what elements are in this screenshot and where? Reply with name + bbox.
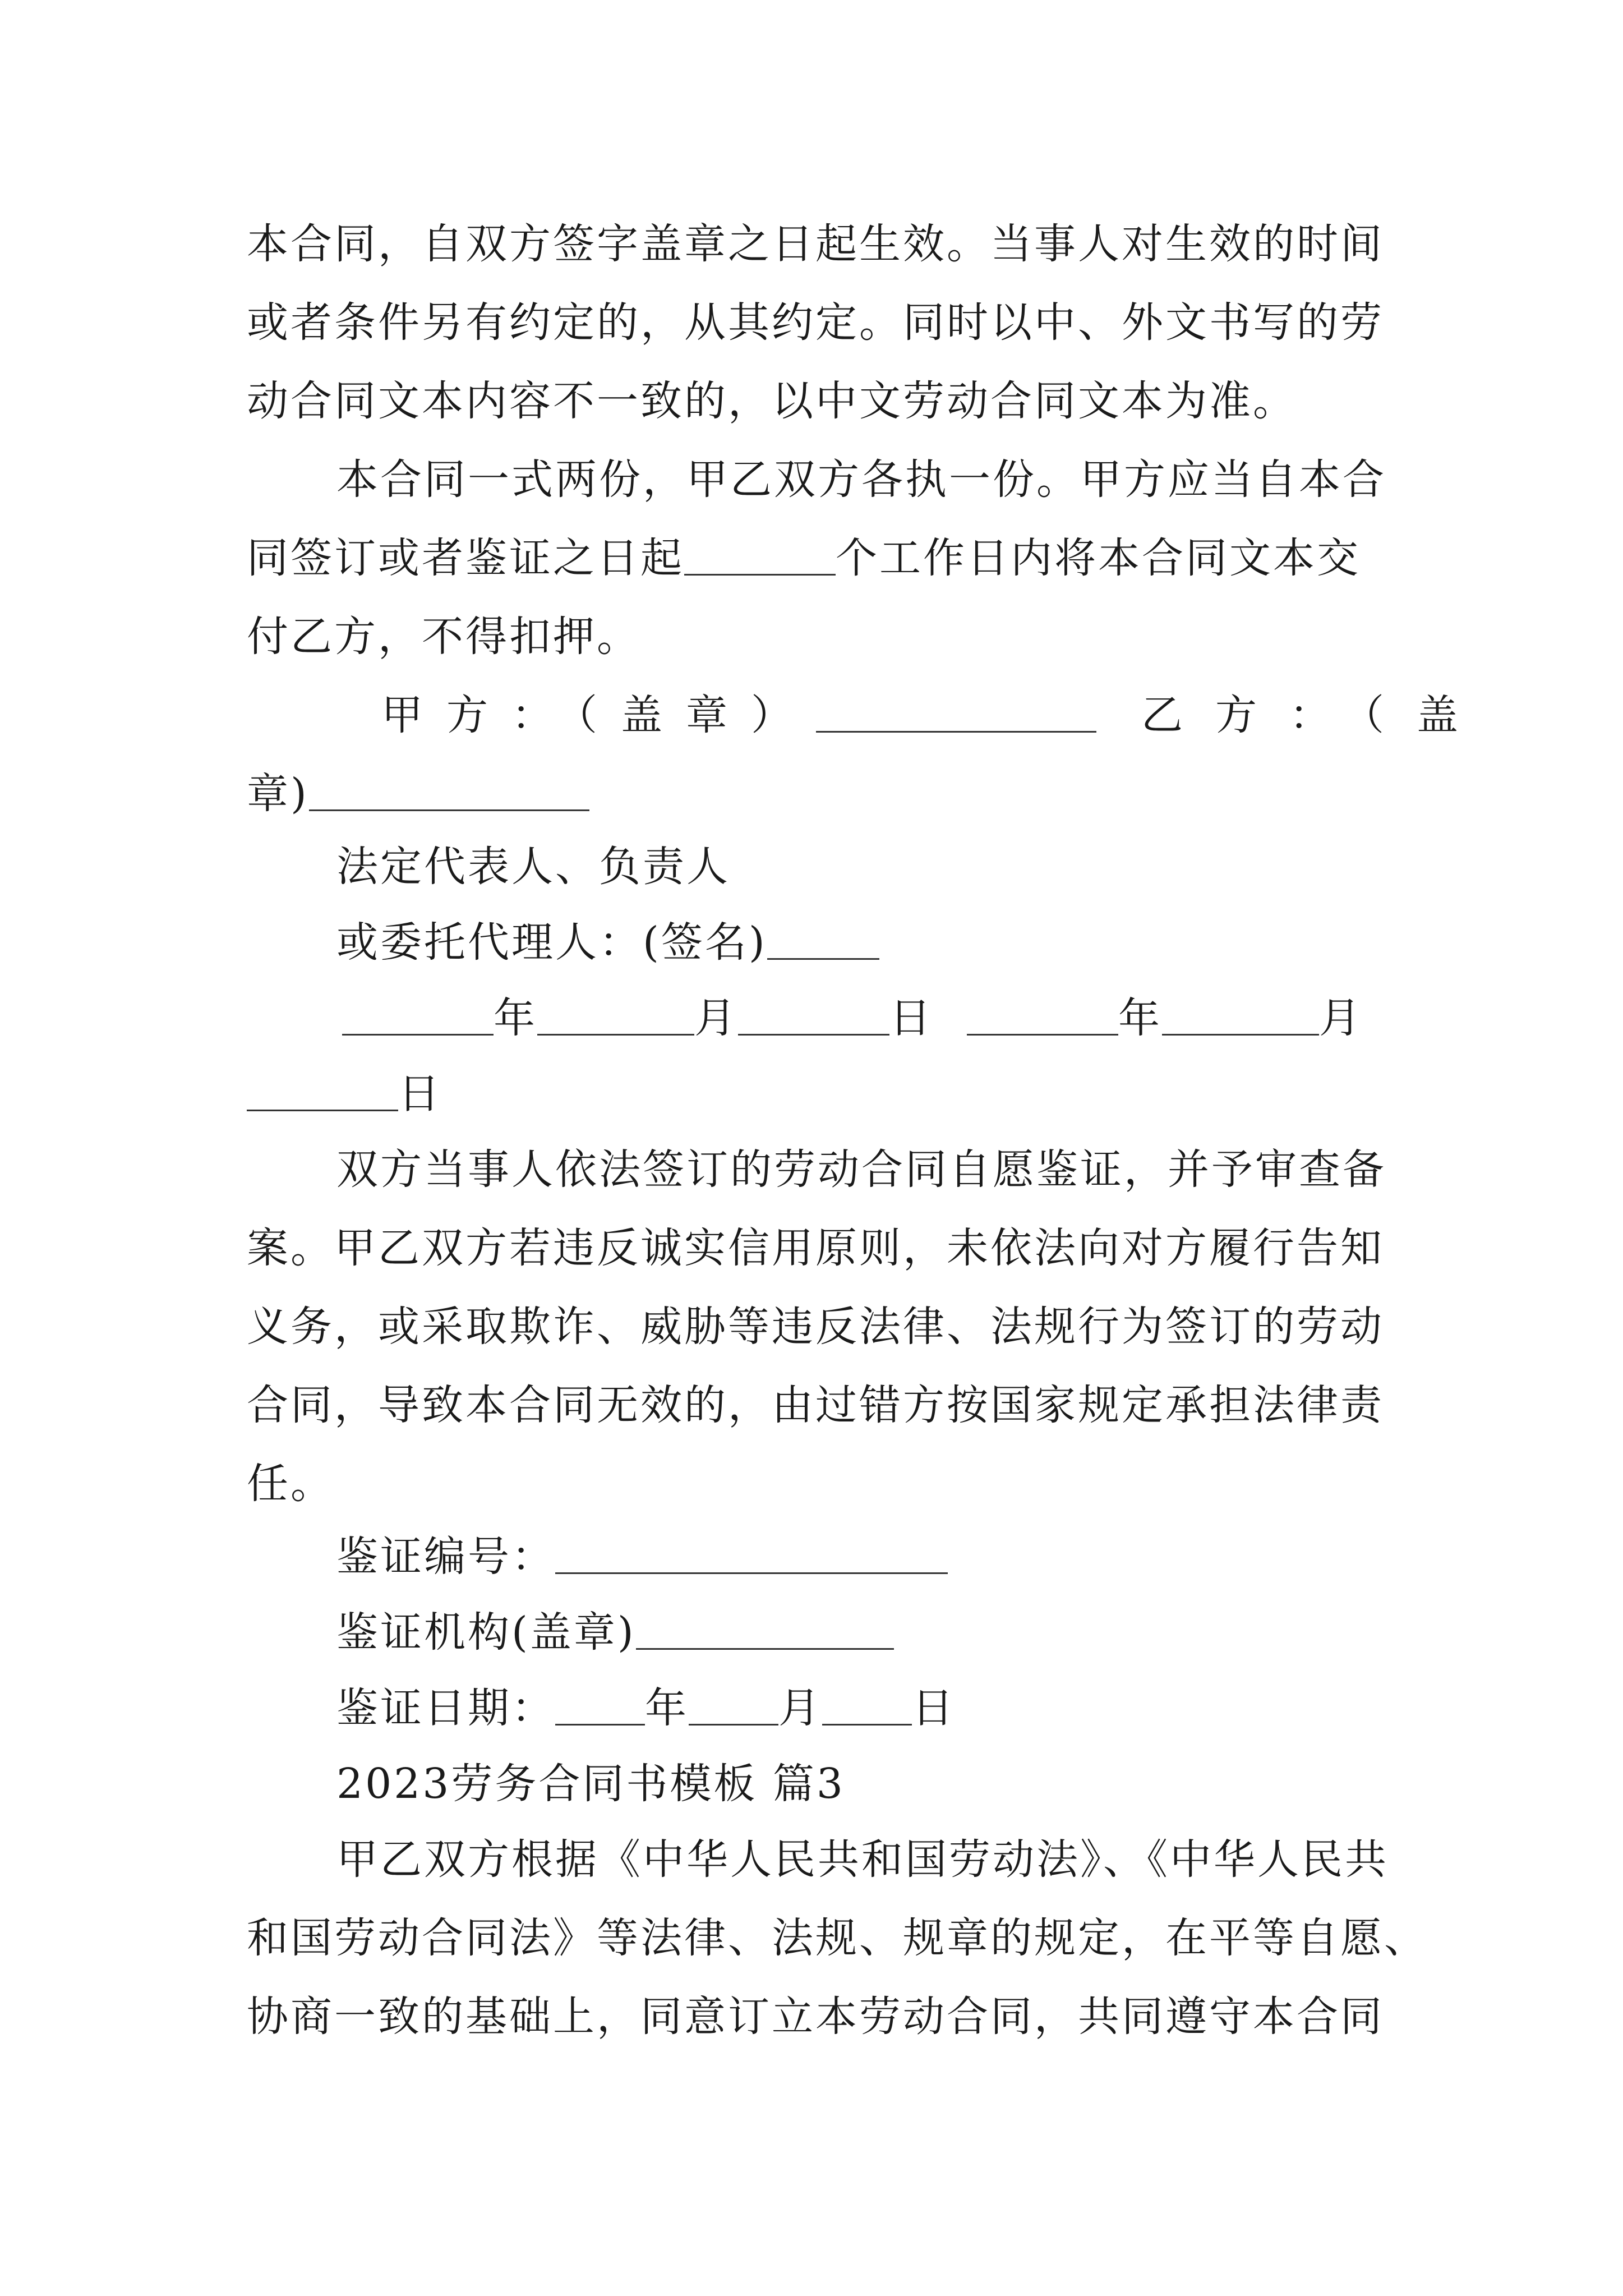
signature-party-line xyxy=(247,754,1391,833)
paragraph-line: 付乙方，不得扣押。 xyxy=(247,613,640,661)
day-label: 日 xyxy=(889,994,933,1042)
verification-agency-line xyxy=(336,1593,1391,1672)
day-label: 日 xyxy=(912,1684,956,1732)
blank-verification-agency xyxy=(636,1607,894,1650)
paragraph-line: 本合同，自双方签字盖章之日起生效。当事人对生效的时间 xyxy=(247,220,1384,268)
year-label: 年 xyxy=(494,994,537,1042)
line-text: 鉴证编号： xyxy=(336,1533,555,1581)
paragraph-line: 合同，导致本合同无效的，由过错方按国家规定承担法律责 xyxy=(247,1381,1384,1429)
blank-day xyxy=(738,992,889,1036)
blank-party-a-seal xyxy=(816,689,1096,733)
blank-month xyxy=(689,1682,778,1726)
blank-day xyxy=(822,1682,912,1726)
verification-date-line xyxy=(336,1669,1391,1747)
party-b-seal-label: 乙方：（盖 xyxy=(1141,691,1491,739)
verification-number-line xyxy=(336,1517,1391,1596)
blank-year xyxy=(342,992,494,1036)
paragraph-line: 和国劳动合同法》等法律、法规、规章的规定，在平等自愿、 xyxy=(247,1914,1428,1962)
day-label: 日 xyxy=(398,1070,442,1118)
blank-year xyxy=(555,1682,645,1726)
year-label: 年 xyxy=(645,1684,689,1732)
paragraph-line: 本合同一式两份，甲乙双方各执一份。甲方应当自本合 xyxy=(336,455,1386,504)
date-line xyxy=(342,979,1396,1057)
paragraph-line xyxy=(247,519,1391,597)
signature-line xyxy=(336,903,1391,982)
line-text: 同签订或者鉴证之日起 xyxy=(247,534,684,582)
line-text: 章) xyxy=(247,770,309,818)
date-line xyxy=(247,1055,1391,1133)
month-label: 月 xyxy=(1319,994,1363,1042)
blank-signature xyxy=(767,917,879,960)
month-label: 月 xyxy=(694,994,738,1042)
year-label: 年 xyxy=(1118,994,1162,1042)
paragraph-line: 协商一致的基础上，同意订立本劳动合同，共同遵守本合同 xyxy=(247,1993,1384,2041)
paragraph-line: 双方当事人依法签订的劳动合同自愿鉴证，并予审查备 xyxy=(336,1145,1386,1194)
paragraph-line: 法定代表人、负责人 xyxy=(336,843,730,891)
section-heading: 2023劳务合同书模板 篇3 xyxy=(336,1760,845,1808)
paragraph-line: 任。 xyxy=(247,1460,334,1508)
blank-year xyxy=(967,992,1118,1036)
signature-party-line xyxy=(381,676,1491,754)
paragraph-line: 甲乙双方根据《中华人民共和国劳动法》、《中华人民共 xyxy=(336,1835,1389,1884)
party-a-seal-label: 甲方：（盖章） xyxy=(381,691,816,739)
paragraph-line: 案。甲乙双方若违反诚实信用原则，未依法向对方履行告知 xyxy=(247,1224,1384,1272)
line-text: 个工作日内将本合同文本交 xyxy=(836,534,1361,582)
blank-workdays xyxy=(684,532,836,576)
paragraph-line: 或者条件另有约定的，从其约定。同时以中、外文书写的劳 xyxy=(247,298,1384,347)
blank-verification-number xyxy=(555,1531,948,1574)
line-text: 鉴证日期： xyxy=(336,1684,555,1732)
blank-month xyxy=(1162,992,1319,1036)
paragraph-line: 义务，或采取欺诈、威胁等违反法律、法规行为签订的劳动 xyxy=(247,1303,1384,1351)
paragraph-line: 动合同文本内容不一致的，以中文劳动合同文本为准。 xyxy=(247,377,1297,425)
blank-party-b-seal xyxy=(309,768,589,811)
blank-day xyxy=(247,1068,398,1111)
line-text: 鉴证机构(盖章) xyxy=(336,1608,636,1657)
blank-month xyxy=(537,992,694,1036)
month-label: 月 xyxy=(778,1684,822,1732)
line-text: 或委托代理人：(签名) xyxy=(336,918,767,967)
